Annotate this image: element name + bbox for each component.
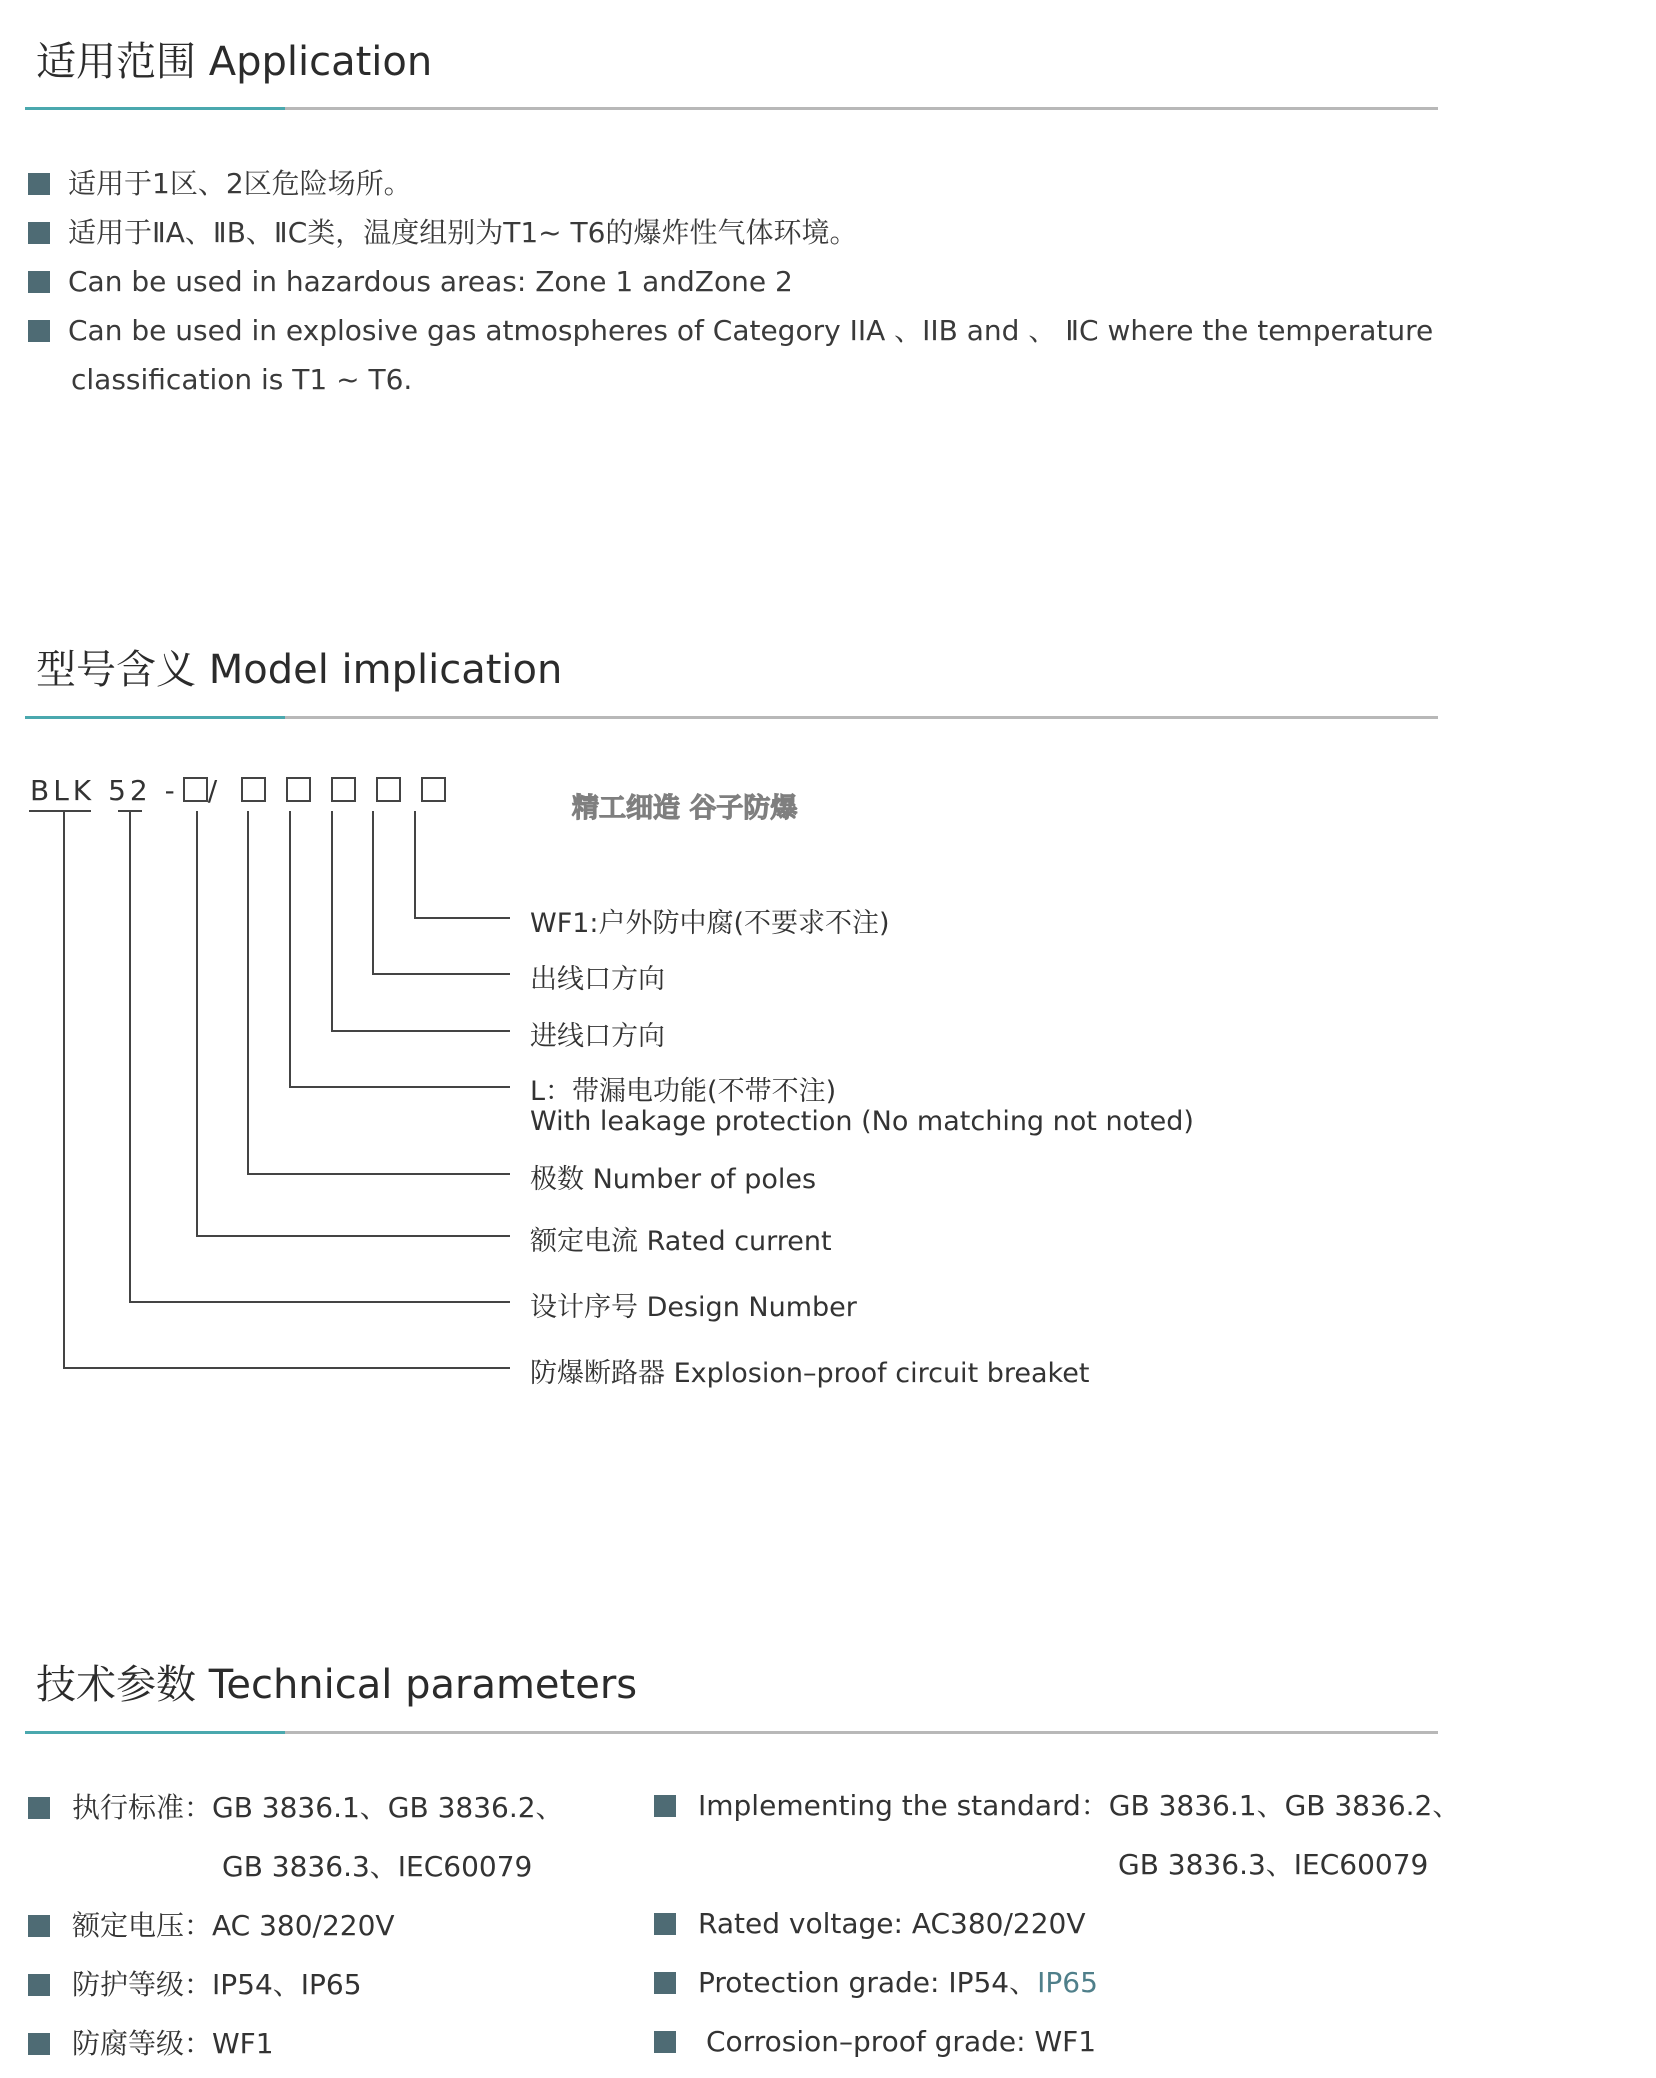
param-text: Corrosion–proof grade: WF1 bbox=[706, 2025, 1097, 2058]
param-text-accent: IP65 bbox=[1037, 1966, 1098, 1999]
watermark: 精工细造 谷子防爆 bbox=[572, 793, 798, 824]
connector-line bbox=[130, 811, 510, 1302]
code-label: 设计序号 Design Number bbox=[530, 1292, 857, 1323]
connector-line bbox=[248, 811, 510, 1174]
bullet-square-icon bbox=[28, 1797, 50, 1819]
connector-line bbox=[415, 811, 510, 918]
model-code-prefix: BLK 52 - bbox=[30, 774, 179, 807]
list-item-text: 适用于1区、2区危险场所。 bbox=[68, 167, 412, 200]
bullet-square-icon bbox=[654, 2031, 676, 2053]
code-label: WF1:户外防中腐(不要求不注) bbox=[530, 908, 890, 939]
list-item-text: Can be used in hazardous areas: Zone 1 andZone 2 bbox=[68, 265, 793, 298]
params-english bbox=[654, 1781, 1460, 2076]
bullet-square-icon bbox=[654, 1795, 676, 1817]
param-text: 防护等级：IP54、IP65 bbox=[72, 1968, 362, 2001]
param-text: 防腐等级：WF1 bbox=[72, 2027, 274, 2060]
code-label: 防爆断路器 Explosion–proof circuit breaket bbox=[530, 1358, 1090, 1389]
list-item-continuation: classification is T1 ~ T6. bbox=[71, 363, 413, 396]
section-title-application: 适用范围 Application bbox=[36, 39, 433, 85]
bullet-square-icon bbox=[28, 1974, 50, 1996]
connector-line bbox=[332, 811, 510, 1031]
connector-line bbox=[373, 811, 510, 974]
code-label: L：带漏电功能(不带不注) bbox=[530, 1076, 837, 1107]
code-label: 极数 Number of poles bbox=[530, 1164, 817, 1195]
section-divider bbox=[25, 1731, 1438, 1734]
param-row bbox=[654, 2017, 1460, 2076]
bullet-square-icon bbox=[28, 1915, 50, 1937]
param-row bbox=[28, 1783, 564, 1901]
bullet-square-icon bbox=[654, 1972, 676, 1994]
list-item-text: 适用于ⅡA、ⅡB、ⅡC类，温度组别为T1~ T6的爆炸性气体环境。 bbox=[68, 216, 858, 249]
param-row bbox=[28, 2019, 564, 2078]
param-text: 额定电压：AC 380/220V bbox=[72, 1909, 395, 1942]
param-text: Protection grade: IP54、 bbox=[698, 1966, 1038, 1999]
section-title-model: 型号含义 Model implication bbox=[36, 647, 563, 693]
param-row bbox=[654, 1899, 1460, 1958]
param-row bbox=[28, 1960, 564, 2019]
connector-line bbox=[197, 811, 510, 1236]
divider-accent bbox=[25, 1731, 285, 1734]
bullet-square-icon bbox=[28, 2033, 50, 2055]
code-label: 额定电流 Rated current bbox=[530, 1226, 832, 1257]
section-title-technical: 技术参数 Technical parameters bbox=[36, 1662, 638, 1708]
connector-line bbox=[290, 811, 510, 1087]
param-text-cont: GB 3836.3、IEC60079 bbox=[222, 1850, 533, 1883]
param-text-cont: GB 3836.3、IEC60079 bbox=[1118, 1848, 1429, 1881]
param-text: Implementing the standard：GB 3836.1、GB 3836.2、 bbox=[698, 1789, 1461, 1822]
param-text: 执行标准：GB 3836.1、GB 3836.2、 bbox=[72, 1791, 564, 1824]
code-label-en: With leakage protection (No matching not noted) bbox=[530, 1106, 1194, 1137]
bullet-square-icon bbox=[654, 1913, 676, 1935]
code-label: 进线口方向 bbox=[530, 1021, 665, 1052]
param-row bbox=[28, 1901, 564, 1960]
code-label: 出线口方向 bbox=[530, 964, 665, 995]
param-text: Rated voltage: AC380/220V bbox=[698, 1907, 1086, 1940]
list-item-text: Can be used in explosive gas atmospheres of Category IIA 、IIB and 、 ⅡC where the temperature bbox=[68, 314, 1434, 347]
param-row bbox=[654, 1958, 1460, 2017]
model-code-slash: / bbox=[207, 774, 222, 807]
param-row bbox=[654, 1781, 1460, 1899]
params-chinese bbox=[28, 1783, 564, 2078]
